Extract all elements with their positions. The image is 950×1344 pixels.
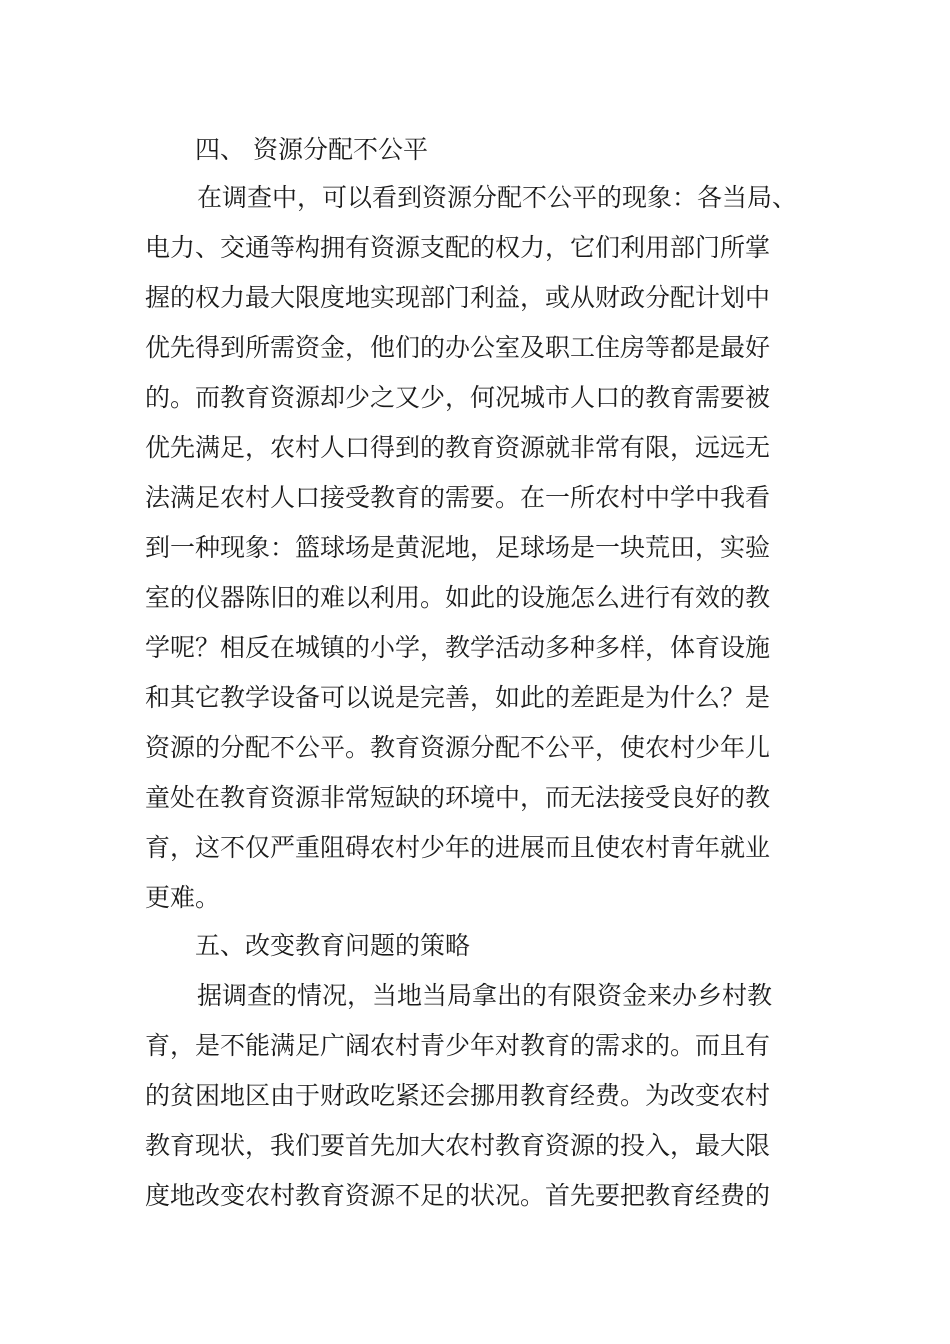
paragraph-line: 和其它教学设备可以说是完善，如此的差距是为什么？是 — [145, 683, 771, 712]
paragraph-line: 室的仪器陈旧的难以利用。如此的设施怎么进行有效的教 — [145, 583, 771, 612]
paragraph-line: 电力、交通等构拥有资源支配的权力，它们利用部门所掌 — [145, 233, 771, 262]
paragraph-line: 育，这不仅严重阻碍农村少年的进展而且使农村青年就业 — [145, 833, 771, 862]
paragraph-line: 在调查中，可以看到资源分配不公平的现象：各当局、 — [197, 183, 798, 212]
paragraph-line: 到一种现象：篮球场是黄泥地，足球场是一块荒田，实验 — [145, 533, 771, 562]
paragraph-line: 法满足农村人口接受教育的需要。在一所农村中学中我看 — [145, 483, 771, 512]
paragraph-line: 优先得到所需资金，他们的办公室及职工住房等都是最好 — [145, 333, 771, 362]
paragraph-line: 据调查的情况，当地当局拿出的有限资金来办乡村教 — [197, 981, 773, 1010]
paragraph-line: 童处在教育资源非常短缺的环境中，而无法接受良好的教 — [145, 783, 771, 812]
paragraph-line: 度地改变农村教育资源不足的状况。首先要把教育经费的 — [145, 1181, 771, 1210]
paragraph-line: 的。而教育资源却少之又少，何况城市人口的教育需要被 — [145, 383, 771, 412]
paragraph-line: 握的权力最大限度地实现部门利益，或从财政分配计划中 — [145, 283, 771, 312]
paragraph-line: 育，是不能满足广阔农村青少年对教育的需求的。而且有 — [145, 1031, 771, 1060]
paragraph-line: 更难。 — [145, 883, 221, 912]
paragraph-line: 学呢？相反在城镇的小学，教学活动多种多样，体育设施 — [145, 633, 771, 662]
paragraph-line: 资源的分配不公平。教育资源分配不公平，使农村少年儿 — [145, 733, 771, 762]
section-heading-4: 四、 资源分配不公平 — [195, 135, 428, 164]
section-heading-5: 五、改变教育问题的策略 — [195, 931, 471, 960]
paragraph-line: 教育现状，我们要首先加大农村教育资源的投入，最大限 — [145, 1131, 771, 1160]
paragraph-line: 优先满足，农村人口得到的教育资源就非常有限，远远无 — [145, 433, 771, 462]
paragraph-line: 的贫困地区由于财政吃紧还会挪用教育经费。为改变农村 — [145, 1081, 771, 1110]
